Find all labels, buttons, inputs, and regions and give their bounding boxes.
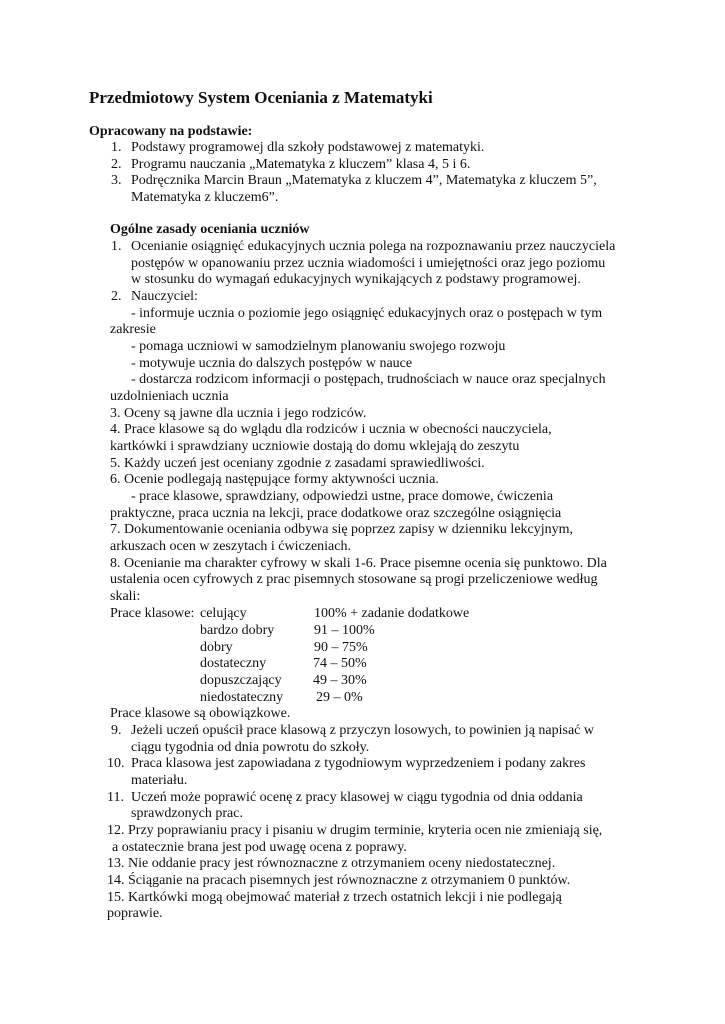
grade-range: 100% + zadanie dodatkowe <box>314 606 470 621</box>
rule-8-cont: skali: <box>110 589 141 604</box>
rule-5: 5. Każdy uczeń jest oceniany zgodnie z zasadami sprawiedliwości. <box>110 456 485 471</box>
rule-2-bullet: - motywuje ucznia do dalszych postępów w nauce <box>131 356 413 371</box>
grade-range: 91 – 100% <box>314 623 375 638</box>
scale-prefix: Prace klasowe: <box>110 606 195 621</box>
rule-3: 3. Oceny są jawne dla ucznia i jego rodziców. <box>110 406 367 421</box>
rule-12-cont: a ostatecznie brana jest pod uwagę ocena z poprawy. <box>112 840 407 855</box>
grade-label: dobry <box>200 640 233 655</box>
rule-1-line: w stosunku do wymagań edukacyjnych wynikających z podstawy programowej. <box>131 272 581 287</box>
rule-1-line: postępów w opanowaniu przez ucznia wiadomości i umiejętności oraz jego poziomu <box>131 256 606 271</box>
rule-15: 15. Kartkówki mogą obejmować materiał z trzech ostatnich lekcji i nie podlegają <box>107 890 562 905</box>
grade-range: 49 – 30% <box>313 673 367 688</box>
grade-label: niedostateczny <box>200 690 284 705</box>
rule-number: 2. <box>111 289 122 304</box>
grade-label: bardzo dobry <box>200 623 275 638</box>
rule-8: 8. Ocenianie ma charakter cyfrowy w skali 1-6. Prace pisemne ocenia się punktowo. Dla <box>110 556 607 571</box>
rule-15-cont: poprawie. <box>107 906 163 921</box>
basis-item-number: 3. <box>111 173 122 188</box>
grade-label: dostateczny <box>200 656 267 671</box>
rule-2-bullet: - pomaga uczniowi w samodzielnym planowaniu swojego rozwoju <box>131 339 506 354</box>
rule-number: 9. <box>111 723 122 738</box>
basis-item-continuation: Matematyka z kluczem6”. <box>131 190 279 205</box>
rule-11-line: Uczeń może poprawić ocenę z pracy klasowej w ciągu tygodnia od dnia oddania <box>131 790 583 805</box>
rule-2-bullet: - informuje ucznia o poziomie jego osiągnięć edukacyjnych oraz o postępach w tym <box>131 306 603 321</box>
grade-range: 29 – 0% <box>316 690 363 705</box>
rule-number: 10. <box>107 756 125 771</box>
rule-6-cont: praktyczne, praca ucznia na lekcji, prace dodatkowe oraz szczególne osiągnięcia <box>110 506 562 521</box>
basis-item-number: 2. <box>111 157 122 172</box>
grade-label: celujący <box>200 606 247 621</box>
basis-heading: Opracowany na podstawie: <box>89 124 253 139</box>
grade-range: 90 – 75% <box>314 640 368 655</box>
rule-6-cont: - prace klasowe, sprawdziany, odpowiedzi ustne, prace domowe, ćwiczenia <box>131 489 554 504</box>
rule-7: 7. Dokumentowanie oceniania odbywa się poprzez zapisy w dzienniku lekcyjnym, <box>110 522 574 537</box>
basis-item: Podstawy programowej dla szkoły podstawowej z matematyki. <box>131 140 485 155</box>
rule-4-cont: kartkówki i sprawdziany uczniowie dostają do domu wklejają do zeszytu <box>110 439 520 454</box>
rule-10-line: Praca klasowa jest zapowiadana z tygodniowym wyprzedzeniem i podany zakres <box>131 756 586 771</box>
rule-6: 6. Ocenie podlegają następujące formy aktywności ucznia. <box>110 472 439 487</box>
grade-label: dopuszczający <box>200 673 282 688</box>
rule-10-line: materiału. <box>131 773 188 788</box>
rule-2-bullet: - dostarcza rodzicom informacji o postępach, trudnościach w nauce oraz specjalnych <box>131 372 606 387</box>
rule-14: 14. Ściąganie na pracach pisemnych jest równoznaczne z otrzymaniem 0 punktów. <box>107 873 571 888</box>
rule-12: 12. Przy poprawianiu pracy i pisaniu w drugim terminie, kryteria ocen nie zmieniają się, <box>107 823 603 838</box>
rule-11-line: sprawdzonych prac. <box>131 806 243 821</box>
rule-2-bullet-cont: uzdolnieniach ucznia <box>110 389 229 404</box>
rule-number: 11. <box>107 790 124 805</box>
basis-item-number: 1. <box>111 140 122 155</box>
rule-13: 13. Nie oddanie pracy jest równoznaczne z otrzymaniem oceny niedostatecznej. <box>107 856 556 871</box>
basis-item: Programu nauczania „Matematyka z kluczem” klasa 4, 5 i 6. <box>131 157 471 172</box>
rule-2-bullet-cont: zakresie <box>110 322 156 337</box>
rule-2-head: Nauczyciel: <box>131 289 198 304</box>
scale-note: Prace klasowe są obowiązkowe. <box>110 706 291 721</box>
rule-9-line: ciągu tygodnia od dnia powrotu do szkoły. <box>131 740 370 755</box>
rule-number: 1. <box>111 239 122 254</box>
rule-9-line: Jeżeli uczeń opuścił prace klasową z przyczyn losowych, to powinien ją napisać w <box>131 723 594 738</box>
rule-7-cont: arkuszach ocen w zeszytach i ćwiczeniach. <box>110 539 351 554</box>
basis-item: Podręcznika Marcin Braun „Matematyka z kluczem 4”, Matematyka z kluczem 5”, <box>131 173 597 188</box>
rule-8-cont: ustalenia ocen cyfrowych z prac pisemnych stosowane są progi przeliczeniowe według <box>110 572 598 587</box>
rule-4: 4. Prace klasowe są do wglądu dla rodziców i ucznia w obecności nauczyciela, <box>110 422 552 437</box>
rules-heading: Ogólne zasady oceniania uczniów <box>110 222 310 237</box>
rule-1-line: Ocenianie osiągnięć edukacyjnych ucznia polega na rozpoznawaniu przez nauczyciela <box>131 239 616 254</box>
grade-range: 74 – 50% <box>313 656 367 671</box>
document-title: Przedmiotowy System Oceniania z Matematyki <box>89 88 433 107</box>
